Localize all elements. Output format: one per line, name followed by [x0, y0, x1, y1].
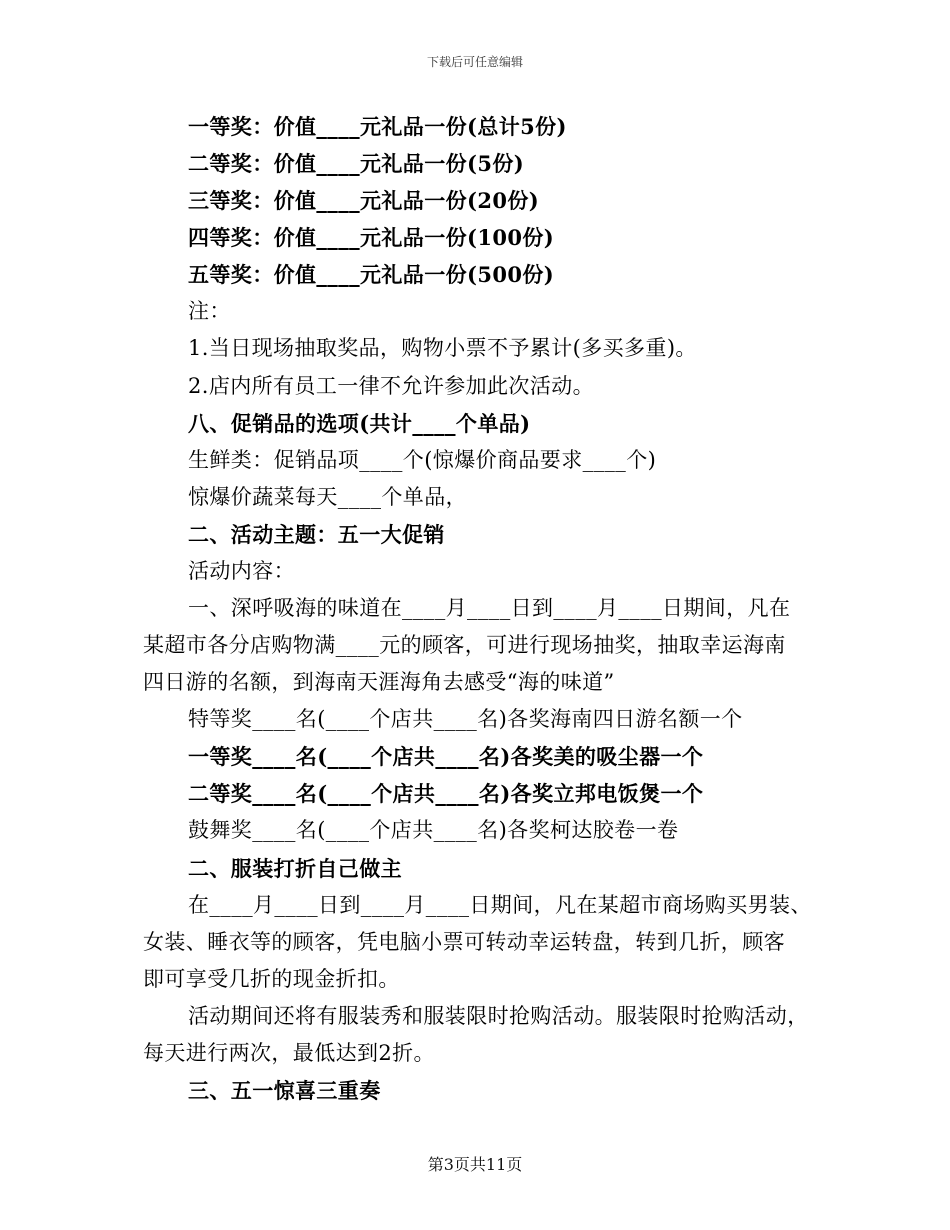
note-item: 1.当日现场抽取奖品，购物小票不予累计(多买多重)。 — [188, 336, 697, 361]
paragraph-line: 某超市各分店购物满____元的顾客，可进行现场抽奖，抽取幸运海南 — [143, 633, 786, 658]
section-heading: 二、活动主题：五一大促销 — [188, 521, 445, 547]
prize-line: 三等奖：价值____元礼品一份(20份) — [188, 188, 540, 214]
prize-line: 二等奖：价值____元礼品一份(5份) — [188, 151, 525, 177]
prize-line: 五等奖：价值____元礼品一份(500份) — [188, 262, 555, 288]
clothing-discount-section — [143, 850, 843, 1072]
award-line: 二等奖____名(____个店共____名)各奖立邦电饭煲一个 — [188, 781, 704, 807]
prize-line: 一等奖：价值____元礼品一份(总计5份) — [188, 114, 567, 139]
sea-flavor-section — [143, 590, 843, 850]
award-line: 一等奖____名(____个店共____名)各奖美的吸尘器一个 — [188, 744, 704, 770]
paragraph-line: 活动期间还将有服装秀和服装限时抢购活动。服装限时抢购活动， — [188, 1003, 809, 1028]
paragraph-line: 每天进行两次，最低达到2折。 — [143, 1040, 435, 1065]
paragraph-line: 即可享受几折的现金折扣。 — [143, 966, 400, 991]
page-body — [143, 108, 843, 1109]
section-heading: 二、服装打折自己做主 — [188, 855, 402, 881]
award-line: 特等奖____名(____个店共____名)各奖海南四日游名额一个 — [188, 707, 743, 732]
notes-section — [143, 293, 843, 404]
promo-line: 惊爆价蔬菜每天____个单品， — [188, 484, 467, 509]
activity-theme-section — [143, 516, 843, 590]
prize-line: 四等奖：价值____元礼品一份(100份) — [188, 225, 555, 251]
section-heading: 三、五一惊喜三重奏 — [188, 1078, 381, 1104]
notes-label: 注： — [188, 299, 231, 324]
prize-list — [143, 108, 843, 293]
paragraph-line: 一、深呼吸海的味道在____月____日到____月____日期间，凡在 — [188, 596, 791, 621]
promo-line: 生鲜类：促销品项____个(惊爆价商品要求____个) — [188, 447, 657, 472]
paragraph-line: 女装、睡衣等的顾客，凭电脑小票可转动幸运转盘，转到几折，顾客 — [143, 929, 785, 954]
paragraph-line: 在____月____日到____月____日期间，凡在某超市商场购买男装、 — [188, 892, 812, 917]
award-line: 鼓舞奖____名(____个店共____名)各奖柯达胶卷一卷 — [188, 818, 679, 843]
surprise-section — [143, 1072, 843, 1109]
page-header: 下载后可任意编辑 — [426, 55, 523, 69]
section-heading: 八、促销品的选项(共计____个单品) — [188, 410, 531, 436]
note-item: 2.店内所有员工一律不允许参加此次活动。 — [188, 373, 595, 398]
paragraph-line: 四日游的名额，到海南天涯海角去感受“海的味道” — [143, 670, 615, 695]
promo-items-section — [143, 405, 843, 516]
content-label: 活动内容： — [188, 558, 295, 583]
page-footer: 第3页共11页 — [427, 1155, 523, 1174]
